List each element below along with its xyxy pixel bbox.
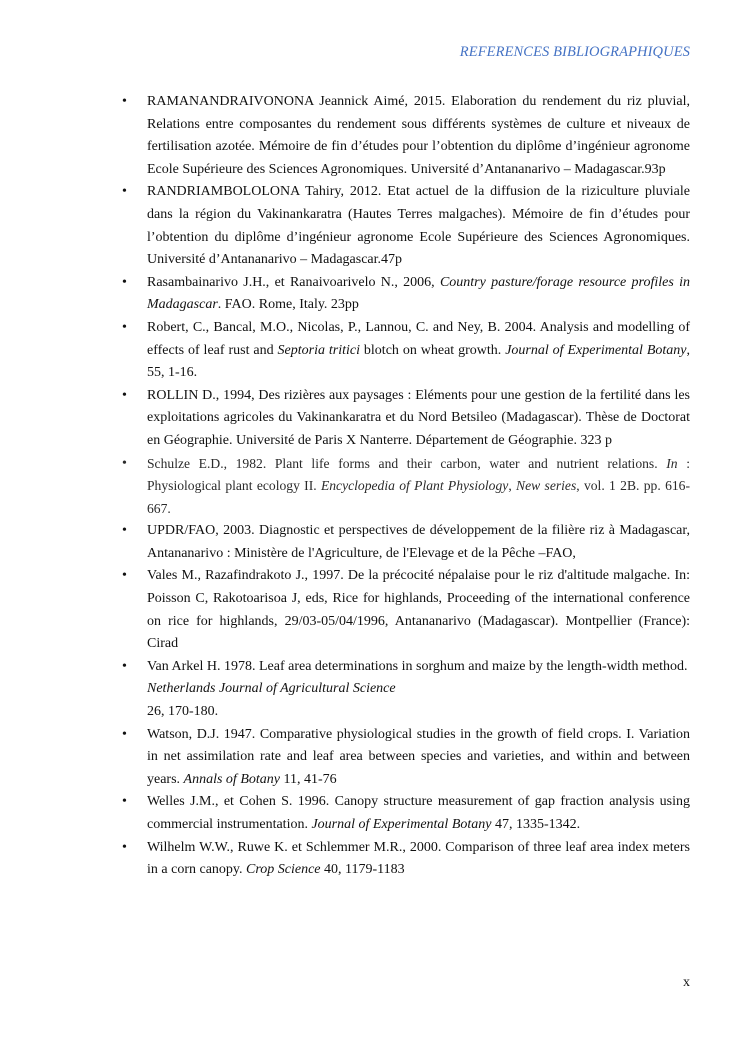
reference-text: 26, 170-180.	[147, 704, 219, 720]
reference-item	[147, 656, 690, 724]
reference-text: Rasambainarivo J.H., et Ranaivoarivelo N., 2006,	[147, 274, 440, 290]
reference-text: Wilhelm W.W., Ruwe K. et Schlemmer M.R., 2000. Comparison of three leaf area index meters in a corn canopy.	[147, 839, 690, 878]
reference-italic-text: Journal of Experimental Botany	[311, 817, 492, 832]
reference-text: Van Arkel H. 1978. Leaf area determinations in sorghum and maize by the length-width method.	[147, 658, 688, 674]
reference-italic-text: Annals of Botany	[183, 771, 280, 787]
reference-text: , vol. 1 2B. pp. 616-667.	[147, 478, 690, 516]
reference-item	[147, 181, 690, 271]
reference-text: 40, 1179-1183	[320, 862, 405, 878]
reference-text: Schulze E.D., 1982. Plant life forms and their carbon, water and nutrient relations.	[147, 455, 667, 471]
page-header-title: REFERENCES BIBLIOGRAPHIQUES	[459, 44, 690, 60]
reference-text: Welles J.M., et Cohen S. 1996. Canopy structure measurement of gap fraction analysis using commercial instrumentation.	[147, 794, 690, 832]
page-number: x	[683, 975, 690, 990]
reference-text: . FAO. Rome, Italy. 23pp	[217, 297, 359, 313]
reference-text: 11, 41-76	[279, 771, 337, 787]
reference-item	[147, 837, 690, 882]
reference-item	[147, 453, 690, 521]
reference-item	[147, 91, 690, 181]
reference-list	[147, 91, 690, 882]
reference-italic-text: Crop Science	[246, 862, 321, 878]
reference-text: blotch on wheat growth.	[360, 342, 506, 358]
reference-italic-text: Encyclopedia of Plant Physiology	[320, 478, 509, 494]
reference-text: RANDRIAMBOLOLONA Tahiry, 2012. Etat actuel de la diffusion de la riziculture pluviale dans la région du Vakinankaratra (Hautes Terres malgaches). Mémoire de fin d’études pour l’obtention du diplôme d’ingénieur agronome Ecole Supérieure des Sciences Agronomiques. Université d’Antananarivo – Madagascar.47p	[147, 184, 690, 268]
reference-text: : Physiological plant ecology II.	[147, 455, 690, 494]
reference-item	[147, 317, 690, 385]
reference-item	[147, 385, 690, 453]
reference-italic-text: In	[666, 455, 678, 471]
reference-text: UPDR/FAO, 2003. Diagnostic et perspectives de développement de la filière riz à Madagascar, Antananarivo : Ministère de l'Agriculture, de l'Elevage et de la Pêche –FAO,	[147, 523, 690, 561]
reference-text: 47, 1335-1342.	[491, 817, 581, 832]
reference-italic-text: Septoria tritici	[277, 342, 360, 358]
reference-item	[147, 565, 690, 655]
reference-item	[147, 520, 690, 565]
reference-text: ROLLIN D., 1994, Des rizières aux paysages : Eléments pour une gestion de la fertilité dans les exploitations agricoles du Vakinankaratra et du Nord Betsileo (Madagascar). Thèse de Doctorat en Géographie. Université de Paris X Nanterre. Département de Géographie. 323 p	[147, 387, 690, 448]
reference-text: ,	[508, 478, 517, 494]
reference-text: Watson, D.J. 1947. Comparative physiological studies in the growth of field crops. I. Variation in net assimilation rate and leaf area between species and varieties, and within and between years.	[147, 726, 690, 787]
reference-item	[147, 272, 690, 317]
reference-italic-text: New series	[516, 478, 577, 494]
reference-text: Vales M., Razafindrakoto J., 1997. De la précocité népalaise pour le riz d'altitude malgache. In: Poisson C, Rakotoarisoa J, eds, Rice for highlands, Proceeding of the international conference on rice for highlands, 29/03-05/04/1996, Antananarivo (Madagascar). Montpellier (France): Cirad	[147, 568, 690, 652]
reference-text: , 55, 1-16.	[147, 342, 690, 381]
reference-text: RAMANANDRAIVONONA Jeannick Aimé, 2015. Elaboration du rendement du riz pluvial, Relations entre composantes du rendement sous différents systèmes de culture et niveaux de fertilisation azotée. Mémoire de fin d’études pour l’obtention du diplôme d’ingénieur agronome Ecole Supérieure des Sciences Agronomiques. Université d’Antananarivo – Madagascar.93p	[147, 94, 690, 177]
reference-text: Robert, C., Bancal, M.O., Nicolas, P., Lannou, C. and Ney, B. 2004. Analysis and modelling of effects of leaf rust and	[147, 319, 690, 358]
reference-italic-text: Netherlands Journal of Agricultural Science	[147, 681, 396, 697]
reference-italic-text: Country pasture/forage resource profiles in Madagascar	[147, 274, 690, 313]
reference-italic-text: Journal of Experimental Botany	[505, 342, 687, 358]
reference-item	[147, 724, 690, 792]
reference-item	[147, 791, 690, 836]
